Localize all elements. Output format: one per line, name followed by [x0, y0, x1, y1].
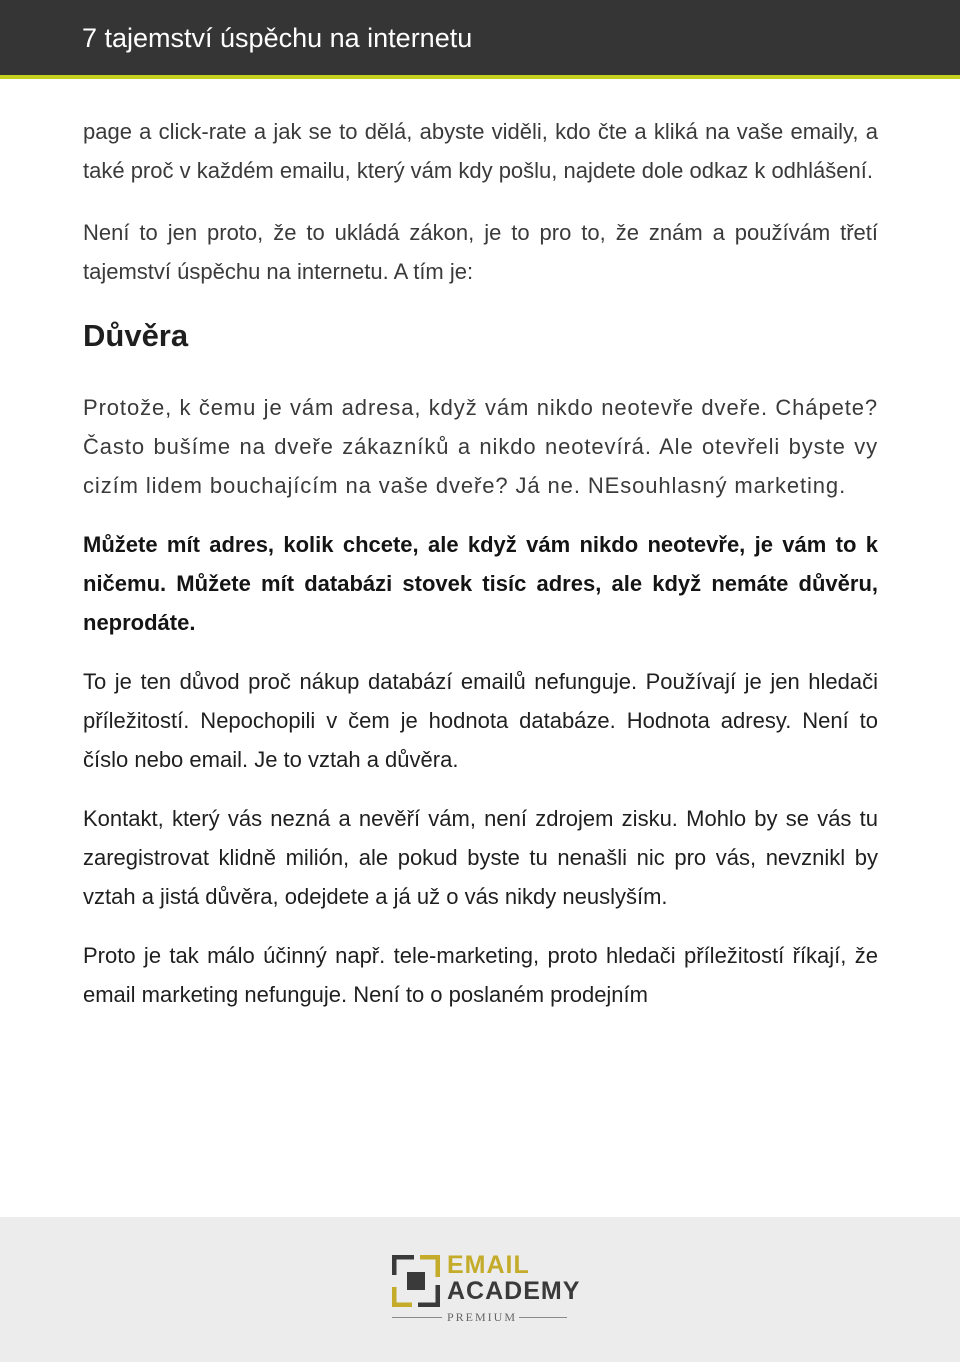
paragraph-2: Není to jen proto, že to ukládá zákon, je to pro to, že znám a používám třetí tajemství úspěchu na internetu. A tím je:: [83, 220, 878, 284]
logo-word-email: EMAIL: [447, 1251, 530, 1279]
paragraph-1: page a click-rate a jak se to dělá, abyste viděli, kdo čte a kliká na vaše emaily, a také proč v každém emailu, který vám kdy pošlu, najdete dole odkaz k odhlášení.: [83, 119, 878, 183]
paragraph-3: Protože, k čemu je vám adresa, když vám nikdo neotevře dveře. Chápete? Často bušíme na dveře zákazníků a nikdo neotevírá. Ale otevřeli byste vy cizím lidem bouchajícím na vaše dveře? Já ne. NEsouhlasný marketing.: [83, 395, 878, 498]
page-body: [83, 112, 878, 1014]
logo-rule-right: [519, 1317, 567, 1318]
paragraph-5: To je ten důvod proč nákup databází emailů nefunguje. Používají je jen hledači příležitostí. Nepochopili v čem je hodnota databáze. Hodnota adresy. Není to číslo nebo email. Je to vztah a důvěra.: [83, 669, 878, 772]
paragraph-4-bold: Můžete mít adres, kolik chcete, ale když vám nikdo neotevře, je vám to k ničemu. Můžete mít databázi stovek tisíc adres, ale když nemáte důvěru, neprodáte.: [83, 532, 878, 635]
logo-tagline: PREMIUM: [447, 1310, 518, 1324]
paragraph-7: Proto je tak málo účinný např. tele-marketing, proto hledači příležitostí říkají, že email marketing nefunguje. Není to o poslaném prodejním: [83, 943, 878, 1007]
logo-rule-left: [392, 1317, 442, 1318]
section-heading: Důvěra: [83, 318, 189, 353]
header-accent-line: [0, 75, 960, 79]
email-academy-logo: [392, 1250, 582, 1330]
logo-word-academy: ACADEMY: [447, 1277, 581, 1305]
bracket-square-logo-icon: [392, 1255, 440, 1307]
document-title: 7 tajemství úspěchu na internetu: [82, 23, 473, 53]
paragraph-6: Kontakt, který vás nezná a nevěří vám, není zdrojem zisku. Mohlo by se vás tu zaregistrovat klidně milión, ale pokud byste tu nenašli nic pro vás, nevznikl by vztah a jistá důvěra, odejdete a já už o vás nikdy neuslyším.: [83, 806, 878, 909]
header-bar: [0, 0, 960, 75]
